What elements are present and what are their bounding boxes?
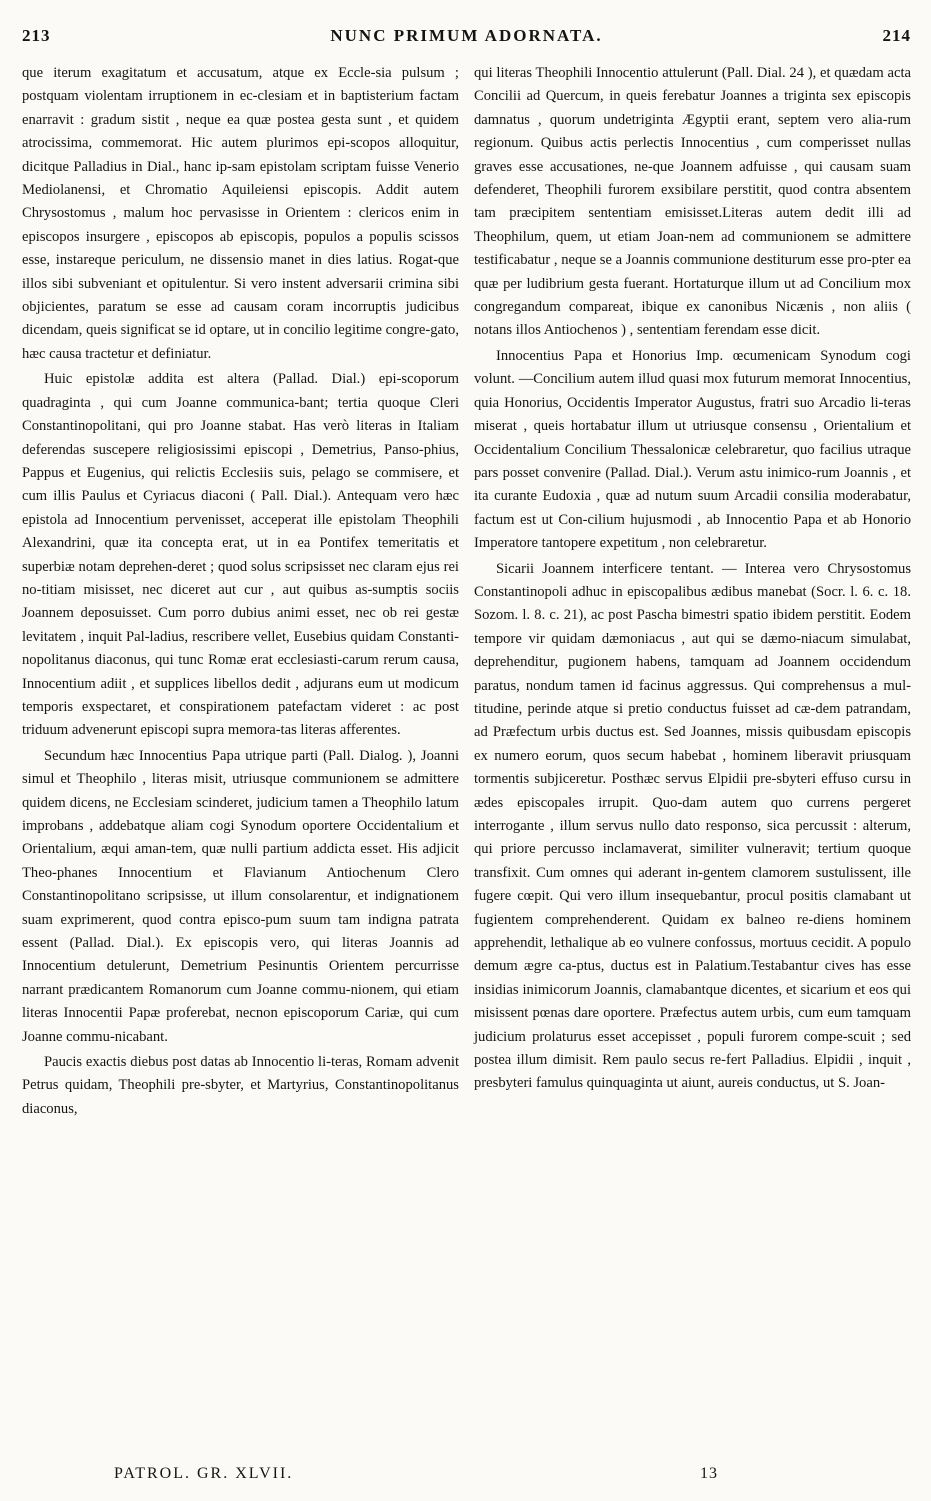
right-column [474,62,911,1121]
paragraph: Innocentius Papa et Honorius Imp. œcumenicam Synodum cogi volunt. —Concilium autem illud quasi mox futurum memorat Innocentius, quia Honorius, Occidentis Imperator Augustus, fratri suo Arcadio li-teras miserat , queis hortabatur illum ut utriusque consensu , Orientalium et Occidentalium Concilium Thessalonicæ celebraretur, quo facilius utraque pars posset convenire (Pallad. Dial.). Verum astu inimico-rum Joannis , et ita curante Eudoxia , quæ ad nutum suum Arcadii consilia moderabatur, factum est ut Con-cilium hujusmodi , ab Innocentio Papa et ab Honorio Imperatore tantopere expetitum , non celebraretur. [474,347,911,552]
text-columns [22,62,911,1121]
left-column [22,62,459,1121]
paragraph: Sicarii Joannem interficere tentant. — Interea vero Chrysostomus Constantinopoli adhuc in episcopalibus ædibus manebat (Socr. l. 6. c. 18. Sozom. l. 8. c. 21), ac post Pascha bimestri spatio ibidem perstitit. Eodem tempore vir quidam dæmoniacus , aut qui se dæmo-niacum simulabat, deprehenditur, pugionem habens, tamquam ad Joannem occidendum paratus, nondum tamen id facinus aggressus. Qui comprehensus a mul-titudine, perinde atque si pretio conductus fuisset ad cæ-dem patrandam, ad Præfectum urbis ductus est. Sed Joannes, missis quibusdam episcopis ex numero eorum, quos secum habebat , hominem liberavit priusquam tormentis subjiceretur. Posthæc servus Elpidii pre-sbyteri effuso cursu in ædes episcopales irrupit. Quo-dam autem quo currens pergeret interrogante , illum servus nullo dato responso, sica percussit : alterum, qui priore percusso inclamaverat, similiter vulneravit; tertium quoque transfixit. Cum omnes qui aderant in-gentem clamorem sustulissent, ille fugere cœpit. Qui vero illum insequebantur, procul positis clamabant ut fugientem comprehenderent. Quidam ex balneo re-diens hominem apprehendit, lethalique ab eo vulnere confossus, mortuus cecidit. A populo demum ægre ca-ptus, ductus est in Palatium.Testabantur cives has esse insidias inimicorum Joannis, clamabantque dicentes, et sicarium et eos qui misissent pœnas dare oportere. Præfectus autem urbis, cum eum tamquam judicium prolaturus esset accepisset , populi furorem compe-scuit ; sed postea illum dimisit. Rem paulo secus re-fert Palladius. Elpidii , inquit , presbyteri famulus quinquaginta ut aiunt, aureis conductus, ut S. Joan- [474,560,911,1092]
paragraph: Paucis exactis diebus post datas ab Innocentio li-teras, Romam advenit Petrus quidam, Theophili pre-sbyter, et Martyrius, Constantinopolitanus diaconus, [22,1054,459,1117]
page-footer [22,1465,911,1483]
left-page-number: 213 [22,26,51,45]
right-page-number: 214 [882,26,911,45]
signature-mark: PATROL. GR. XLVII. [114,1465,294,1482]
paragraph: qui literas Theophili Innocentio attulerunt (Pall. Dial. 24 ), et quædam acta Concilii ad Quercum, in queis ferebatur Joannes a triginta sex episcopis damnatus , quorum undetriginta Ægyptii erant, septem vero alia-rum regionum. Quibus actis perlectis Innocentius , cum comperisset nullas graves esse accusationes, ne-que Joannem adfuisse , qui causam suam defenderet, Theophili furorem exsibilare perstitit, quod contra absentem tam præcipitem sententiam emisisset.Literas autem dedit illi ad Theophilum, quem, ut etiam Joan-nem ad communionem se admittere testificabatur , neque se a Joannis communione destiturum esse pro-pter ea quæ per ludibrium gesta fuerant. Hortaturque illum ut ad Concilium mox congregandum compareat, ibique ex canonibus Nicænis , non aliis ( notans illos Antiochenos ) , sententiam ferendam esse dicit. [474,65,911,339]
paragraph: que iterum exagitatum et accusatum, atque ex Eccle-sia pulsum ; postquam violentam irruptionem in ec-clesiam et in baptisterium factam enarravit : gradum sistit , neque ea quæ postea gesta sunt , et quidem atrocissima, commemorat. Hic autem plurimos epi-scopos alloquitur, dicitque Palladius in Dial., hanc ip-sam epistolam scriptam fuisse Venerio Mediolanensi, et Chromatio Aquileiensi episcopis. Addit autem Chrysostomus , malum hoc pervasisse in Orientem : clericos enim in episcopos insurgere , episcopos ab episcopis, populos a populis scissos esse, instareque periculum, ne dissensio manet in dies latius. Rogat-que illos sibi subveniant et opitulentur. Si vero instent adversarii crimina sibi objicientes, paratum se esse ad causam coram incorruptis judicibus dicendam, queis significat se id optare, ut in concilio legitime congre-gato, hæc causa tractetur et definiatur. [22,65,459,362]
running-title: NUNC PRIMUM ADORNATA. [330,26,603,45]
paragraph: Secundum hæc Innocentius Papa utrique parti (Pall. Dialog. ), Joanni simul et Theophilo , literas misit, utriusque communionem se admittere quidem dicens, ne Ecclesiam scinderet, judicium tamen a Theophilo latum improbans , addebatque aliam cogi Synodum oportere Occidentalium et Orientalium, æqui aman-tem, quæ nulli partium addicta esset. His adjicit Theo-phanes Innocentium et Flavianum Antiochenum Clero Constantinopolitano scripsisse, ut illum consolarentur, et indignationem suam exprimerent, quod contra episco-pum suum tam indigna patrata essent (Pallad. Dial.). Ex episcopis vero, qui literas Joannis ad Innocentium detulerunt, Demetrium Pesinuntis Orientem percurrisse narrant prædicantem Romanorum cum Joanne commu-nionem, qui etiam literas Innocentii Papæ proferebat, necnon episcoporum Cariæ, qui cum Joanne commu-nicabant. [22,747,459,1045]
paragraph: Huic epistolæ addita est altera (Pallad. Dial.) epi-scoporum quadraginta , qui cum Joanne communica-bant; tertia quoque Cleri Constantinopolitani, qui pro Joanne stabat. Has verò literas in Italiam deferendas suscepere religiosissimi episcopi , Demetrius, Panso-phius, Pappus et Eugenius, qui relictis Ecclesiis suis, pelago se commisere, et cum illis Paulus et Cyriacus diaconi ( Pall. Dial.). Antequam vero hæc epistola ad Innocentium pervenisset, acceperat ille epistolam Theophili Alexandrini, quæ ita concepta erat, ut in ea Pontifex temeritatis et superbiæ notam deprehen-deret ; quod solus scripsisset nec claram ejus rei no-titiam misisset, nec diceret aut cur , aut quibus as-sumptis sociis Joannem deposuisset. Cum porro dubius animi esset, nec ob rei gestæ levitatem , inquit Pal-ladius, rescribere vellet, Eusebius quidam Constanti-nopolitanus diaconus, qui tunc Romæ erat ecclesiasti-carum rerum causa, Innocentium adiit , et supplices libellos dedit , adjurans eum ut modicum temporis exspectaret, et conspirationem patefactam videret : ac post triduum advenerunt episcopi supra memora-tas literas afferentes. [22,371,459,739]
signature-number: 13 [700,1465,718,1482]
running-head [22,26,911,54]
